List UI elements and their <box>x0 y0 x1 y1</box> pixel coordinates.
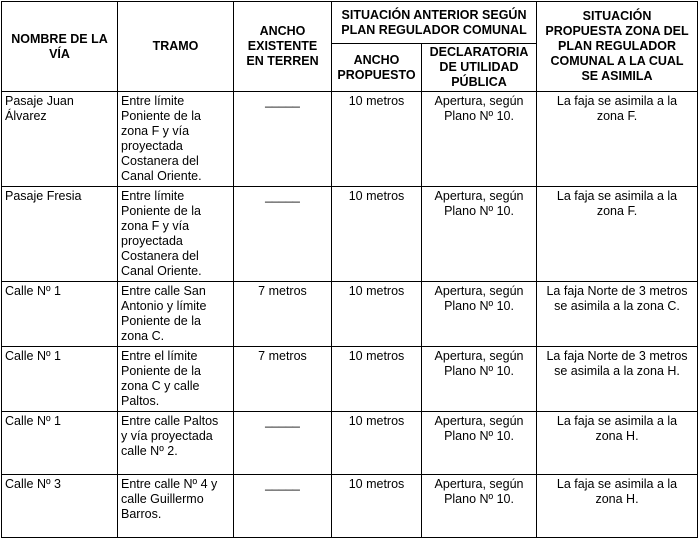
header-situacion-propuesta: SITUACIÓN PROPUESTA ZONA DEL PLAN REGULADOR COMUNAL A LA CUAL SE ASIMILA <box>537 2 698 92</box>
cell-zona-asimila: La faja Norte de 3 metros se asimila a la zona H. <box>537 347 698 412</box>
cell-zona-asimila: La faja se asimila a la zona F. <box>537 187 698 282</box>
header-nombre-via: NOMBRE DE LA VÍA <box>2 2 118 92</box>
cell-tramo: Entre el límite Poniente de la zona C y calle Paltos. <box>118 347 234 412</box>
cell-declaratoria: Apertura, según Plano Nº 10. <box>422 412 537 475</box>
table-row <box>2 92 698 187</box>
cell-zona-asimila: La faja se asimila a la zona H. <box>537 475 698 538</box>
cell-declaratoria: Apertura, según Plano Nº 10. <box>422 92 537 187</box>
table-row <box>2 412 698 475</box>
header-ancho-propuesto: ANCHO PROPUESTO <box>332 44 422 92</box>
cell-declaratoria: Apertura, según Plano Nº 10. <box>422 475 537 538</box>
header-situacion-anterior: SITUACIÓN ANTERIOR SEGÚN PLAN REGULADOR COMUNAL <box>332 2 537 44</box>
cell-nombre-via: Calle Nº 3 <box>2 475 118 538</box>
table-row <box>2 475 698 538</box>
table-row <box>2 187 698 282</box>
cell-ancho-propuesto: 10 metros <box>332 92 422 187</box>
table-row <box>2 282 698 347</box>
cell-declaratoria: Apertura, según Plano Nº 10. <box>422 187 537 282</box>
cell-ancho-existente: 7 metros <box>234 282 332 347</box>
cell-ancho-propuesto: 10 metros <box>332 412 422 475</box>
cell-declaratoria: Apertura, según Plano Nº 10. <box>422 282 537 347</box>
cell-zona-asimila: La faja se asimila a la zona F. <box>537 92 698 187</box>
header-tramo: TRAMO <box>118 2 234 92</box>
header-declaratoria: DECLARATORIA DE UTILIDAD PÚBLICA <box>422 44 537 92</box>
cell-tramo: Entre calle San Antonio y límite Poniente de la zona C. <box>118 282 234 347</box>
cell-tramo: Entre límite Poniente de la zona F y vía proyectada Costanera del Canal Oriente. <box>118 92 234 187</box>
cell-nombre-via: Calle Nº 1 <box>2 347 118 412</box>
cell-nombre-via: Pasaje Fresia <box>2 187 118 282</box>
cell-nombre-via: Pasaje Juan Álvarez <box>2 92 118 187</box>
cell-ancho-existente: _____ <box>234 187 332 282</box>
cell-ancho-existente: _____ <box>234 92 332 187</box>
cell-tramo: Entre calle Nº 4 y calle Guillermo Barros. <box>118 475 234 538</box>
cell-ancho-existente: 7 metros <box>234 347 332 412</box>
cell-nombre-via: Calle Nº 1 <box>2 412 118 475</box>
cell-zona-asimila: La faja Norte de 3 metros se asimila a la zona C. <box>537 282 698 347</box>
header-ancho-existente: ANCHO EXISTENTE EN TERREN <box>234 2 332 92</box>
cell-ancho-existente: _____ <box>234 412 332 475</box>
cell-ancho-propuesto: 10 metros <box>332 282 422 347</box>
cell-ancho-propuesto: 10 metros <box>332 347 422 412</box>
cell-zona-asimila: La faja se asimila a la zona H. <box>537 412 698 475</box>
cell-declaratoria: Apertura, según Plano Nº 10. <box>422 347 537 412</box>
cell-ancho-propuesto: 10 metros <box>332 187 422 282</box>
cell-nombre-via: Calle Nº 1 <box>2 282 118 347</box>
table-row <box>2 347 698 412</box>
cell-tramo: Entre límite Poniente de la zona F y vía proyectada Costanera del Canal Oriente. <box>118 187 234 282</box>
cell-ancho-propuesto: 10 metros <box>332 475 422 538</box>
table-body <box>2 92 698 538</box>
cell-ancho-existente: _____ <box>234 475 332 538</box>
vias-table <box>1 1 698 538</box>
cell-tramo: Entre calle Paltos y vía proyectada calle Nº 2. <box>118 412 234 475</box>
